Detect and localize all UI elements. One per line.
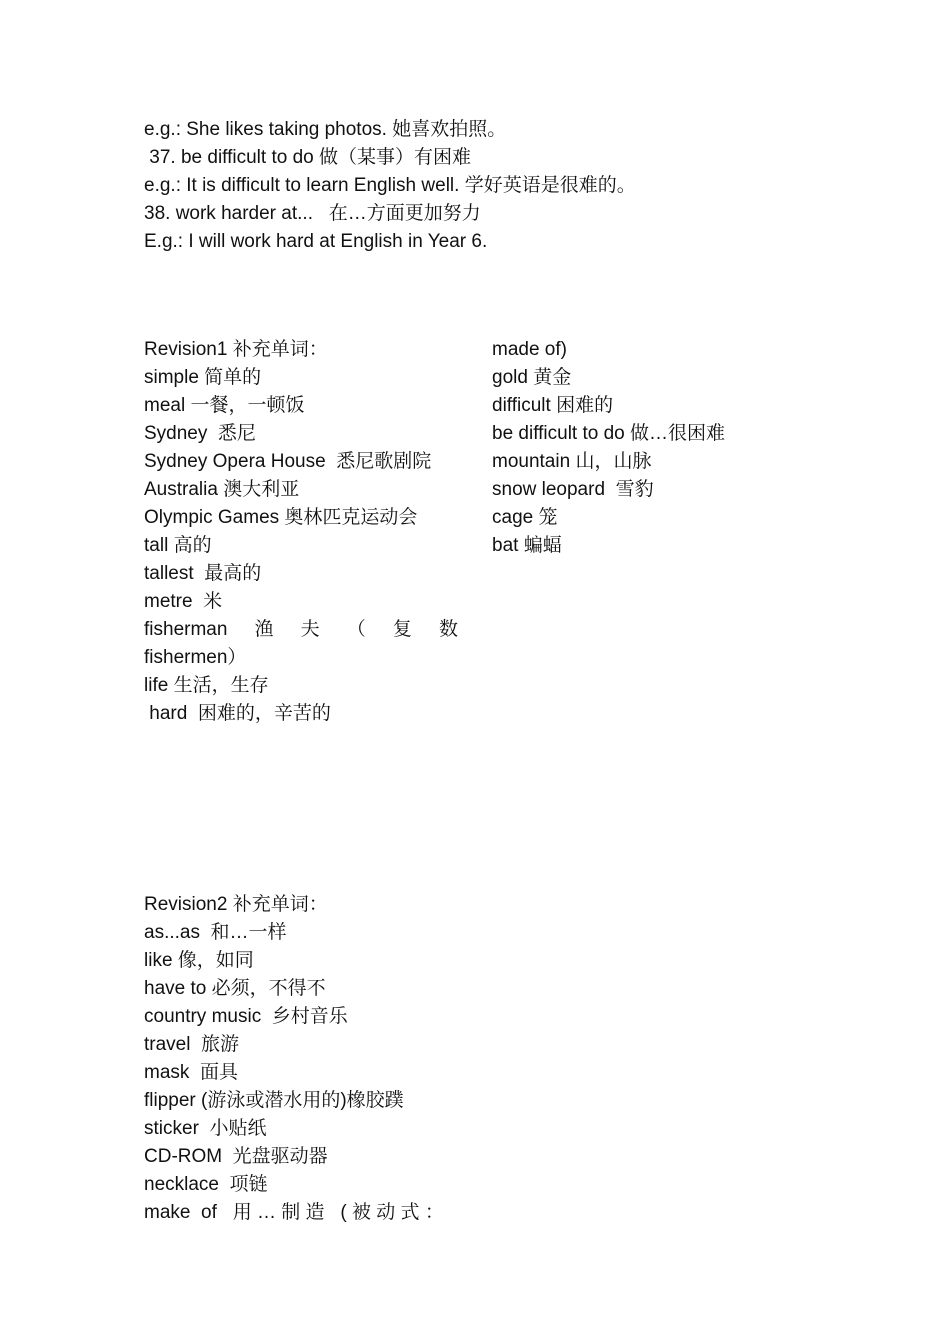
vocab-item: make of 用 … 制 造 ( 被 动 式 ：	[144, 1202, 444, 1223]
example-line: E.g.: I will work hard at English in Year 6.	[144, 231, 488, 252]
vocab-item: metre 米	[144, 591, 223, 612]
revision1-left-column	[144, 336, 462, 728]
vocab-item: gold 黄金	[492, 367, 572, 388]
example-line: e.g.: It is difficult to learn English well. 学好英语是很难的。	[144, 175, 636, 196]
vocab-item: Sydney 悉尼	[144, 423, 256, 444]
revision2-heading: Revision2 补充单词：	[144, 894, 328, 915]
fisherman-char: 渔	[254, 619, 274, 640]
vocab-item: as...as 和…一样	[144, 922, 287, 943]
vocab-item: travel 旅游	[144, 1034, 240, 1055]
vocab-item: be difficult to do 做…很困难	[492, 423, 726, 444]
vocab-item: tallest 最高的	[144, 563, 262, 584]
vocab-item-fisherman	[144, 616, 458, 644]
vocab-item: sticker 小贴纸	[144, 1118, 267, 1139]
vocab-item-continuation: fishermen）	[144, 647, 247, 668]
vocab-item: Australia 澳大利亚	[144, 479, 300, 500]
vocab-item: made of)	[492, 339, 567, 360]
fisherman-char: 数	[438, 619, 458, 640]
vocab-item: meal 一餐，一顿饭	[144, 395, 305, 416]
vocab-item: have to 必须，不得不	[144, 978, 326, 999]
fisherman-word: fisherman	[144, 619, 228, 640]
fisherman-char: 夫	[300, 619, 320, 640]
vocab-item: CD-ROM 光盘驱动器	[144, 1146, 328, 1167]
vocab-item: flipper (游泳或潜水用的)橡胶蹼	[144, 1090, 404, 1111]
vocab-item: tall 高的	[144, 535, 212, 556]
vocab-item: simple 简单的	[144, 367, 262, 388]
revision2-section	[144, 891, 464, 1227]
vocab-item: Olympic Games 奥林匹克运动会	[144, 507, 418, 528]
vocab-item: bat 蝙蝠	[492, 535, 562, 556]
vocab-item: country music 乡村音乐	[144, 1006, 348, 1027]
vocab-item: cage 笼	[492, 507, 558, 528]
vocab-item: life 生活，生存	[144, 675, 269, 696]
vocab-item: necklace 项链	[144, 1174, 268, 1195]
revision1-heading: Revision1 补充单词：	[144, 339, 328, 360]
vocab-item: Sydney Opera House 悉尼歌剧院	[144, 451, 432, 472]
phrase-line: 38. work harder at... 在…方面更加努力	[144, 203, 481, 224]
vocab-item: difficult 困难的	[492, 395, 614, 416]
vocab-item: mountain 山，山脉	[492, 451, 652, 472]
fisherman-char: 复	[392, 619, 412, 640]
example-line: e.g.: She likes taking photos. 她喜欢拍照。	[144, 119, 507, 140]
vocab-item: like 像，如同	[144, 950, 254, 971]
fisherman-paren: （	[346, 619, 366, 640]
examples-section	[144, 116, 824, 256]
phrase-line: 37. be difficult to do 做（某事）有困难	[144, 147, 471, 168]
vocab-item: snow leopard 雪豹	[492, 479, 654, 500]
vocab-item: mask 面具	[144, 1062, 238, 1083]
revision1-right-column	[492, 336, 812, 560]
vocab-item: hard 困难的，辛苦的	[144, 703, 331, 724]
